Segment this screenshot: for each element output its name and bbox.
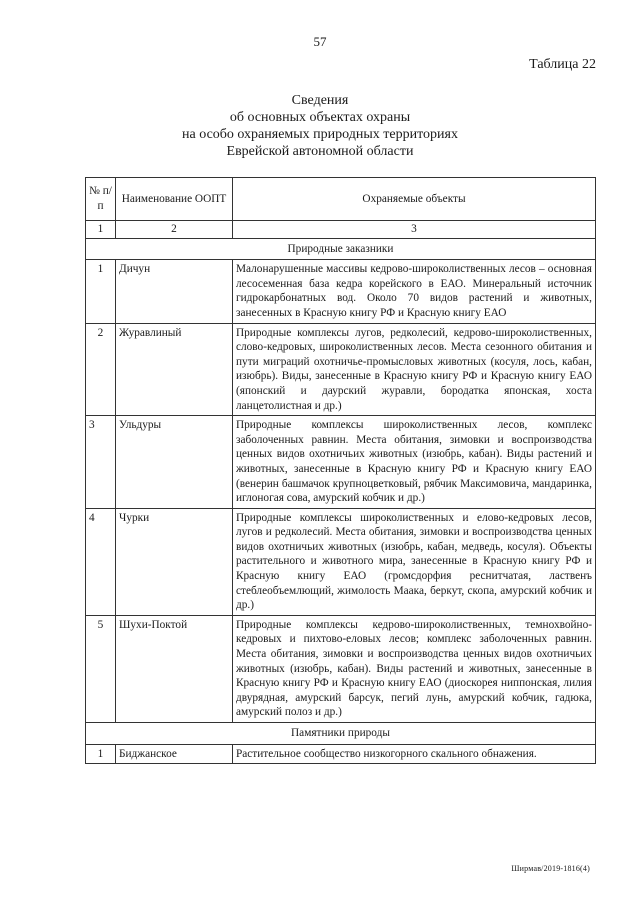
row-objects: Природные комплексы широколиственных лесов, комплекс заболоченных равнин. Места обитания, зимовки и воспроизводства ценных видов охотничьих животных (изюбрь, кабан). Виды растений и животных, занесенные в Красную книгу РФ и Красную книгу ЕАО (венерин башмачок крупноцветковый, рябчик Максимовича, мандаринка, иглоногая сова, амурский кобчик и др.) <box>233 416 596 509</box>
row-number: 1 <box>86 260 116 323</box>
row-objects: Природные комплексы кедрово-широколиственных, темнохвойно-кедровых и пихтово-еловых лесов; комплекс заболоченных равнин. Места обитания, зимовки и воспроизводства ценных видов охотничьих животных (изюбрь, кабан). Виды растений и животных, занесенные в Красную книгу РФ и Красную книгу ЕАО (диоскорея ниппонская, лилия двурядная, амурский барсук, пегий лунь, амурский кобчик, гадюка, амурский полоз и др.) <box>233 615 596 722</box>
row-objects: Природные комплексы лугов, редколесий, кедрово-широколиственных, слово-кедровых, широколиственных лесов. Места сезонного обитания и пути миграций охотничье-промысловых животных (косуля, лось, кабан, изюбрь). Виды, занесенные в Красную книгу РФ и Красную книгу ЕАО (японский и даурский журавли, бородатка японская, хоста ланцетолистная и др.) <box>233 323 596 416</box>
header-objects: Охраняемые объекты <box>233 178 596 221</box>
footer-code: Ширмав/2019-1816(4) <box>511 864 590 873</box>
section-row <box>86 238 596 260</box>
table-row <box>86 416 596 509</box>
column-number: 2 <box>116 221 233 239</box>
row-objects: Малонарушенные массивы кедрово-широколиственных лесов – основная лесосеменная база кедра корейского в ЕАО. Минеральный источник гидрокарбонатных вод. Около 70 видов растений и животных, занесенных в Красную книгу РФ и Красную книгу ЕАО <box>233 260 596 323</box>
column-number: 1 <box>86 221 116 239</box>
table-row <box>86 615 596 722</box>
header-num: № п/п <box>86 178 116 221</box>
column-number: 3 <box>233 221 596 239</box>
table-row <box>86 260 596 323</box>
header-name: Наименование ООПТ <box>116 178 233 221</box>
column-number-row <box>86 221 596 239</box>
page-number: 57 <box>313 34 327 49</box>
title-line-1: Сведения <box>291 93 349 108</box>
table-row <box>86 508 596 615</box>
row-name: Журавлиный <box>116 323 233 416</box>
row-number: 4 <box>86 508 116 615</box>
row-objects: Природные комплексы широколиственных и елово-кедровых лесов, лугов и редколесий. Места обитания, зимовки и воспроизводства ценных видов охотничьих животных (изюбрь, кабан, медведь, косуля). Объекты растительного и животного мира, занесенные в Красную книгу РФ и Красную книгу ЕАО (громсдорфия реснитчатая, лаственъ стеблеобъемлющий, жимолость Маака, беркут, скопа, амурский кобчик и др.) <box>233 508 596 615</box>
table-row <box>86 323 596 416</box>
title-line-4: Еврейской автономной области <box>226 144 414 159</box>
document-title <box>0 92 640 160</box>
row-number: 3 <box>86 416 116 509</box>
title-line-3: на особо охраняемых природных территориях <box>182 127 458 142</box>
section-title-monuments: Памятники природы <box>86 723 596 745</box>
row-number: 5 <box>86 615 116 722</box>
row-name: Биджанское <box>116 744 233 764</box>
row-number: 2 <box>86 323 116 416</box>
protected-objects-table <box>85 177 596 764</box>
section-title-reserves: Природные заказники <box>86 238 596 260</box>
table-label: Таблица 22 <box>529 57 596 72</box>
row-name: Шухи-Поктой <box>116 615 233 722</box>
table-row <box>86 744 596 764</box>
section-row <box>86 723 596 745</box>
row-name: Чурки <box>116 508 233 615</box>
row-number: 1 <box>86 744 116 764</box>
row-name: Ульдуры <box>116 416 233 509</box>
row-name: Дичун <box>116 260 233 323</box>
title-line-2: об основных объектах охраны <box>229 110 411 125</box>
table-header-row <box>86 178 596 221</box>
row-objects: Растительное сообщество низкогорного скального обнажения. <box>233 744 596 764</box>
